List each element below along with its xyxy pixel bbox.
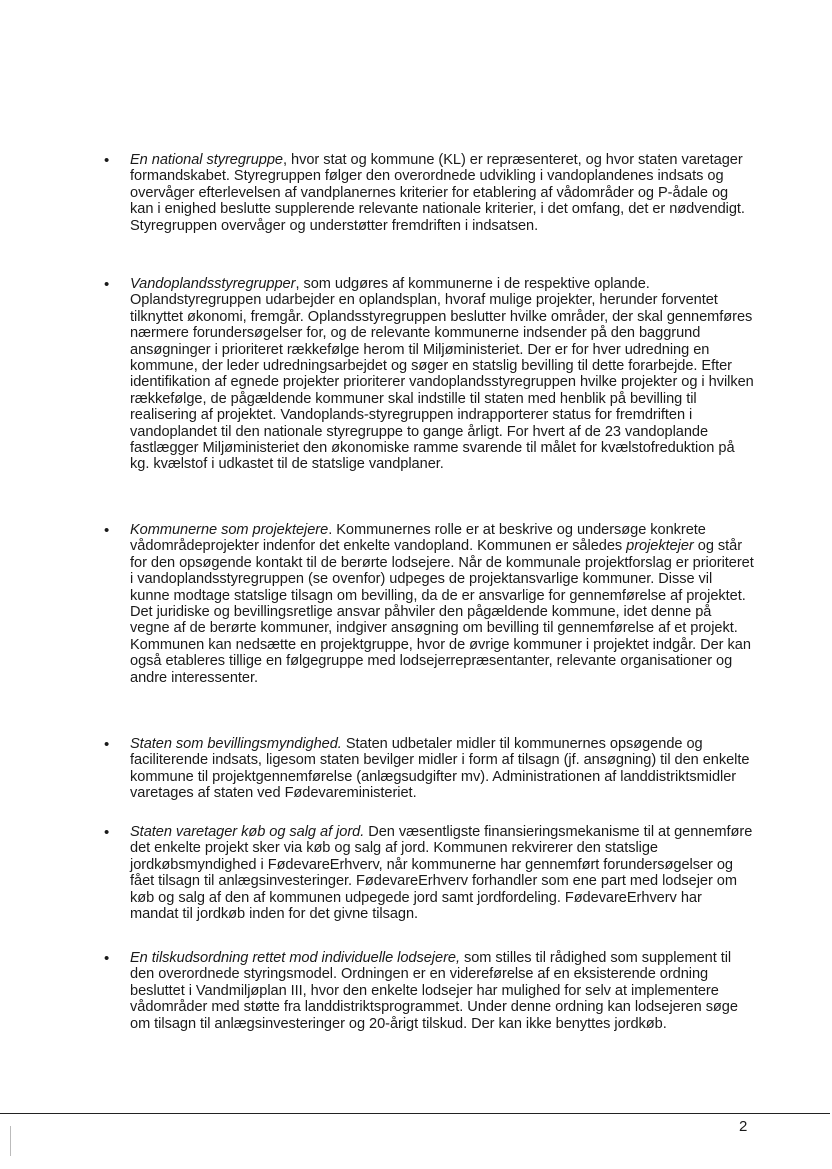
paragraph-lead: Staten som bevillingsmyndighed. xyxy=(130,736,342,752)
paragraph-text xyxy=(130,152,754,234)
margin-scan-mark xyxy=(10,1126,11,1156)
bullet-item-staten-bevillingsmyndighed xyxy=(104,736,754,802)
paragraph-body-after: og står for den opsøgende kontakt til de berørte lodsejere. Når de kommunale projektforslag er prioriteret i vandoplandsstyregruppen (se ovenfor) udpeges de projektansvarlige kommuner. Disse vil kunne modtage statslige tilsagn om bevilling, da de er ansvarlige for gennemførelse af projektet. Det juridiske og bevillingsretlige ansvar påhviler den pågældende kommune, idet denne på vegne af de berørte kommuner, indgiver ansøgning om bevilling til gennemførelse af et projekt. Kommunen kan nedsætte en projektgruppe, hvor de øvrige kommuner i projektet indgår. Der kan også etableres tillige en følgegruppe med lodsejerrepræsentanter, relevante organisationer og andre interessenter. xyxy=(130,538,754,686)
paragraph-body: som stilles til rådighed som supplement til den overordnede styringsmodel. Ordningen er en videreførelse af en eksisterende ordning besluttet i Vandmiljøplan III, hvor den enkelte lodsejer har mulighed for selv at implementere vådområder med støtte fra landdistriktsprogrammet. Under denne ordning kan lodsejeren søge om tilsagn til anlægsinvesteringer og 20-årigt tilskud. Der kan ikke benyttes jordkøb. xyxy=(130,950,738,1032)
paragraph-text xyxy=(130,736,754,802)
paragraph-body: Staten udbetaler midler til kommunernes opsøgende og faciliterende indsats, ligesom staten bevilger midler i form af tilsagn (jf. ansøgning) til den enkelte kommune til projektgennemførelse (anlægsudgifter mv). Administrationen af landdistriktsmidler varetages af staten ved Fødevareministeriet. xyxy=(130,736,750,802)
paragraph-text xyxy=(130,950,754,1032)
paragraph-text xyxy=(130,522,754,686)
paragraph-body: , hvor stat og kommune (KL) er repræsenteret, og hvor staten varetager formandskabet. Styregruppen følger den overordnede udvikling i vandoplandenes indsats og overvåger efterlevelsen af vandplanernes kriterier for etablering af vådområder og P-ådale og kan i enighed beslutte supplerende relevante nationale kriterier, i det omfang, det er nødvendigt. Styregruppen overvåger og understøtter fremdriften i indsatsen. xyxy=(130,152,745,234)
paragraph-lead: Kommunerne som projektejere xyxy=(130,522,329,538)
paragraph-body-before: . Kommunernes rolle er at beskrive og undersøge konkrete vådområdeprojekter indenfor det enkelte vandopland. Kommunen er således xyxy=(130,522,706,555)
bullet-marker: • xyxy=(104,152,110,169)
bullet-item-staten-jord xyxy=(104,824,754,922)
page-number: 2 xyxy=(739,1118,748,1135)
paragraph-lead: En national styregruppe xyxy=(130,152,283,168)
bullet-marker: • xyxy=(104,950,110,967)
bullet-marker: • xyxy=(104,522,110,539)
paragraph-body: Den væsentligste finansieringsmekanisme til at gennemføre det enkelte projekt sker via køb og salg af jord. Kommunen rekvirerer den statslige jordkøbsmyndighed i FødevareErhverv, når kommunerne har gennemført forundersøgelser og fået tilsagn til anlægsinvesteringer. FødevareErhverv forhandler som ene part med lodsejer om køb og salg af den af kommunen udpegede jord samt jordfordeling. FødevareErhverv har mandat til jordkøb inden for det givne tilsagn. xyxy=(130,824,753,923)
bullet-item-national-styregruppe xyxy=(104,152,754,234)
paragraph-text xyxy=(130,276,754,473)
paragraph-lead: En tilskudsordning rettet mod individuelle lodsejere, xyxy=(130,950,460,966)
bullet-marker: • xyxy=(104,276,110,293)
paragraph-text xyxy=(130,824,754,922)
bullet-item-vandoplandsstyregrupper xyxy=(104,276,754,473)
footer-divider xyxy=(0,1113,830,1114)
paragraph-body: , som udgøres af kommunerne i de respektive oplande. Oplandstyregruppen udarbejder en oplandsplan, hvoraf mulige projekter, herunder forventet tilknyttet økonomi, fremgår. Oplandsstyregruppen beslutter hvilke områder, der skal gennemføres nærmere forundersøgelser for, og de relevante kommunerne indsender på den baggrund ansøgninger i prioriteret rækkefølge herom til Miljøministeriet. Der er for hver udredning en kommune, der leder udredningsarbejdet og søger en statslig bevilling til dette forarbejde. Efter identifikation af egnede projekter prioriterer vandoplandsstyregruppen hvilke projekter og i hvilken rækkefølge, de pågældende kommuner skal indstille til staten med henblik på bevilling til realisering af projektet. Vandoplands-styregruppen indrapporterer status for fremdriften i vandoplandet til den nationale styregruppe to gange årligt. For hvert af de 23 vandoplande fastlægger Miljøministeriet den økonomiske ramme svarende til målet for kvælstofreduktion på kg. kvælstof i udkastet til de statslige vandplaner. xyxy=(130,276,754,473)
paragraph-lead: Staten varetager køb og salg af jord. xyxy=(130,824,365,840)
paragraph-inline-italic: projektejer xyxy=(626,538,694,555)
bullet-marker: • xyxy=(104,824,110,841)
bullet-item-kommunerne-projektejere xyxy=(104,522,754,686)
paragraph-lead: Vandoplandsstyregrupper xyxy=(130,276,296,292)
bullet-item-tilskudsordning xyxy=(104,950,754,1032)
bullet-marker: • xyxy=(104,736,110,753)
